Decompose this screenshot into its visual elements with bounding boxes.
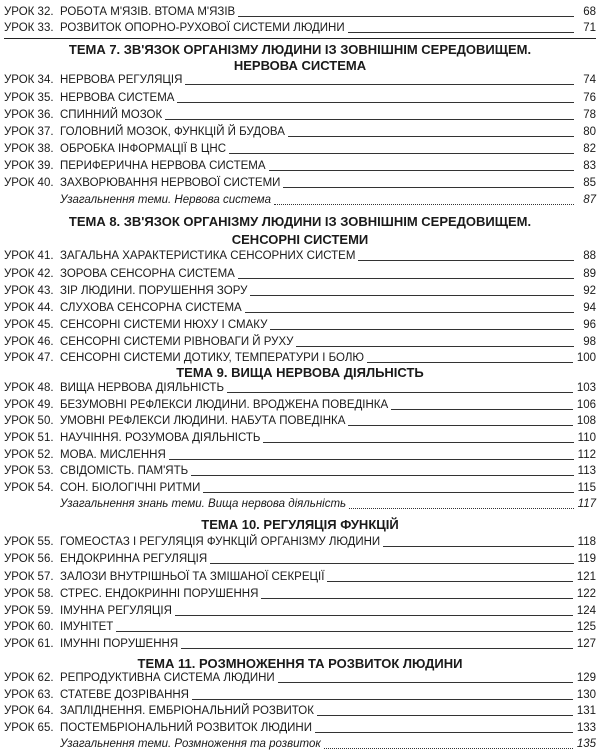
dot-leader: [348, 32, 574, 33]
lesson-entry[interactable]: [4, 551, 596, 567]
lesson-number: УРОК 35.: [4, 92, 54, 104]
page-number: 110: [577, 432, 596, 444]
lesson-title: ІМУННА РЕГУЛЯЦІЯ: [60, 605, 172, 617]
lesson-number: УРОК 49.: [4, 399, 54, 411]
lesson-title: ОБРОБКА ІНФОРМАЦІЇ В ЦНС: [60, 143, 227, 155]
lesson-title: СЕНСОРНІ СИСТЕМИ ДОТИКУ, ТЕМПЕРАТУРИ І БОЛЮ: [60, 352, 365, 364]
dot-leader: [181, 648, 573, 649]
lesson-title: НЕРВОВА РЕГУЛЯЦІЯ: [60, 74, 183, 86]
dot-leader: [317, 715, 573, 716]
lesson-number: УРОК 62.: [4, 672, 54, 684]
dot-leader: [278, 682, 573, 683]
page-number: 106: [576, 399, 596, 411]
lesson-entry[interactable]: [4, 266, 596, 282]
page-number: 103: [576, 382, 596, 394]
lesson-entry[interactable]: [4, 586, 596, 602]
lesson-entry[interactable]: [4, 447, 596, 463]
dot-leader: [263, 442, 573, 443]
lesson-entry[interactable]: [4, 430, 596, 446]
dot-leader: [324, 748, 573, 749]
lesson-number: УРОК 41.: [4, 250, 54, 262]
page-number: 130: [576, 689, 596, 701]
lesson-title: ЕНДОКРИННА РЕГУЛЯЦІЯ: [60, 553, 208, 565]
dot-leader: [165, 119, 574, 120]
page-number: 88: [583, 250, 596, 262]
summary-title: Узагальнення знань теми. Вища нервова діяльність: [60, 498, 347, 510]
lesson-title: СЕНСОРНІ СИСТЕМИ НЮХУ І СМАКУ: [60, 319, 268, 331]
lesson-title: РОЗВИТОК ОПОРНО-РУХОВОЇ СИСТЕМИ ЛЮДИНИ: [60, 22, 345, 34]
dot-leader: [203, 492, 573, 493]
topic-summary-entry[interactable]: [4, 736, 596, 752]
dot-leader: [288, 136, 574, 137]
lesson-title: РОБОТА М'ЯЗІВ. ВТОМА М'ЯЗІВ: [60, 6, 236, 18]
lesson-entry[interactable]: [4, 334, 596, 350]
lesson-title: НАУЧІННЯ. РОЗУМОВА ДІЯЛЬНІСТЬ: [60, 432, 261, 444]
lesson-entry[interactable]: [4, 703, 596, 719]
page-number: 108: [576, 415, 596, 427]
dot-leader: [238, 16, 574, 17]
lesson-entry[interactable]: [4, 569, 596, 585]
lesson-title: ГОЛОВНИЙ МОЗОК, ФУНКЦІЙ Й БУДОВА: [60, 126, 285, 138]
lesson-number: УРОК 38.: [4, 143, 54, 155]
topic-heading: НЕРВОВА СИСТЕМА: [233, 58, 367, 73]
lesson-number: УРОК 59.: [4, 605, 54, 617]
lesson-title: СВІДОМІСТЬ. ПАМ'ЯТЬ: [60, 465, 189, 477]
dot-leader: [116, 631, 573, 632]
lesson-number: УРОК 58.: [4, 588, 54, 600]
page-number: 96: [583, 319, 596, 331]
lesson-entry[interactable]: [4, 248, 596, 264]
dot-leader: [177, 102, 574, 103]
lesson-title: ПОСТЕМБРІОНАЛЬНИЙ РОЗВИТОК ЛЮДИНИ: [60, 722, 312, 734]
lesson-number: УРОК 53.: [4, 465, 54, 477]
lesson-entry[interactable]: [4, 636, 596, 652]
lesson-entry[interactable]: [4, 463, 596, 479]
page-number: 129: [576, 672, 596, 684]
lesson-title: СТАТЕВЕ ДОЗРІВАННЯ: [60, 689, 189, 701]
lesson-entry[interactable]: [4, 720, 596, 736]
lesson-number: УРОК 40.: [4, 177, 54, 189]
page-number: 113: [577, 465, 596, 477]
page-number: 124: [576, 605, 596, 617]
lesson-number: УРОК 36.: [4, 109, 54, 121]
page-number: 89: [583, 268, 596, 280]
lesson-number: УРОК 46.: [4, 336, 54, 348]
dot-leader: [175, 615, 573, 616]
dot-leader: [192, 699, 573, 700]
lesson-number: УРОК 45.: [4, 319, 54, 331]
lesson-number: УРОК 63.: [4, 689, 54, 701]
section-divider: [4, 38, 596, 39]
topic-heading: ТЕМА 8. ЗВ'ЯЗОК ОРГАНІЗМУ ЛЮДИНИ ІЗ ЗОВНІШНІМ СЕРЕДОВИЩЕМ.: [68, 214, 532, 229]
lesson-title: ЗАЛОЗИ ВНУТРІШНЬОЇ ТА ЗМІШАНОЇ СЕКРЕЦІЇ: [60, 571, 325, 583]
topic-heading: СЕНСОРНІ СИСТЕМИ: [231, 232, 369, 247]
lesson-entry[interactable]: [4, 124, 596, 140]
topic-heading: ТЕМА 10. РЕГУЛЯЦІЯ ФУНКЦІЙ: [201, 517, 399, 532]
lesson-entry[interactable]: [4, 603, 596, 619]
lesson-title: РЕПРОДУКТИВНА СИСТЕМА ЛЮДИНИ: [60, 672, 275, 684]
lesson-number: УРОК 47.: [4, 352, 54, 364]
lesson-entry[interactable]: [4, 107, 596, 123]
lesson-entry[interactable]: [4, 619, 596, 635]
page-number: 112: [577, 449, 596, 461]
lesson-entry[interactable]: [4, 20, 596, 36]
page-number: 82: [583, 143, 596, 155]
page-number: 117: [577, 498, 596, 510]
lesson-title: ЗІР ЛЮДИНИ. ПОРУШЕННЯ ЗОРУ: [60, 285, 248, 297]
dot-leader: [296, 346, 574, 347]
lesson-entry[interactable]: [4, 141, 596, 157]
lesson-title: ІМУННІ ПОРУШЕННЯ: [60, 638, 179, 650]
lesson-entry[interactable]: [4, 317, 596, 333]
page-number: 85: [583, 177, 596, 189]
lesson-entry[interactable]: [4, 90, 596, 106]
page-number: 135: [576, 738, 596, 750]
lesson-number: УРОК 61.: [4, 638, 54, 650]
page-number: 87: [583, 194, 596, 206]
lesson-number: УРОК 43.: [4, 285, 54, 297]
lesson-number: УРОК 55.: [4, 536, 54, 548]
page-number: 78: [583, 109, 596, 121]
topic-summary-entry[interactable]: [4, 496, 596, 512]
page-number: 121: [576, 571, 596, 583]
lesson-number: УРОК 33.: [4, 22, 54, 34]
dot-leader: [191, 475, 574, 476]
page-number: 76: [583, 92, 596, 104]
dot-leader: [283, 187, 574, 188]
dot-leader: [169, 459, 574, 460]
topic-heading: ТЕМА 7. ЗВ'ЯЗОК ОРГАНІЗМУ ЛЮДИНИ ІЗ ЗОВНІШНІМ СЕРЕДОВИЩЕМ.: [68, 42, 532, 57]
lesson-title: ВИЩА НЕРВОВА ДІЯЛЬНІСТЬ: [60, 382, 224, 394]
lesson-number: УРОК 44.: [4, 302, 54, 314]
page-number: 80: [583, 126, 596, 138]
lesson-number: УРОК 37.: [4, 126, 54, 138]
page-number: 122: [576, 588, 596, 600]
lesson-number: УРОК 51.: [4, 432, 54, 444]
page-number: 83: [583, 160, 596, 172]
page-number: 118: [577, 536, 596, 548]
dot-leader: [327, 581, 572, 582]
lesson-title: СТРЕС. ЕНДОКРИННІ ПОРУШЕННЯ: [60, 588, 259, 600]
lesson-title: СПИННИЙ МОЗОК: [60, 109, 163, 121]
lesson-title: ЗАГАЛЬНА ХАРАКТЕРИСТИКА СЕНСОРНИХ СИСТЕМ: [60, 250, 356, 262]
lesson-title: ІМУНІТЕТ: [60, 621, 114, 633]
dot-leader: [391, 409, 573, 410]
page-number: 119: [577, 553, 596, 565]
dot-leader: [210, 563, 573, 564]
summary-title: Узагальнення теми. Нервова система: [60, 194, 272, 206]
lesson-number: УРОК 52.: [4, 449, 54, 461]
dot-leader: [349, 508, 574, 509]
lesson-number: УРОК 50.: [4, 415, 54, 427]
page-number: 92: [583, 285, 596, 297]
page-number: 68: [583, 6, 596, 18]
lesson-number: УРОК 65.: [4, 722, 54, 734]
lesson-title: ГОМЕОСТАЗ І РЕГУЛЯЦІЯ ФУНКЦІЙ ОРГАНІЗМУ ЛЮДИНИ: [60, 536, 381, 548]
lesson-title: БЕЗУМОВНІ РЕФЛЕКСИ ЛЮДИНИ. ВРОДЖЕНА ПОВЕДІНКА: [60, 399, 389, 411]
page-number: 98: [583, 336, 596, 348]
lesson-entry[interactable]: [4, 480, 596, 496]
lesson-entry[interactable]: [4, 687, 596, 703]
topic-heading: ТЕМА 9. ВИЩА НЕРВОВА ДІЯЛЬНІСТЬ: [176, 365, 424, 380]
dot-leader: [238, 278, 574, 279]
topic-heading: ТЕМА 11. РОЗМНОЖЕННЯ ТА РОЗВИТОК ЛЮДИНИ: [137, 656, 463, 671]
dot-leader: [227, 392, 573, 393]
lesson-number: УРОК 54.: [4, 482, 54, 494]
page-number: 71: [583, 22, 596, 34]
dot-leader: [269, 170, 574, 171]
dot-leader: [245, 312, 574, 313]
lesson-entry[interactable]: [4, 534, 596, 550]
lesson-title: ЗАПЛІДНЕННЯ. ЕМБРІОНАЛЬНИЙ РОЗВИТОК: [60, 705, 314, 717]
lesson-entry[interactable]: [4, 397, 596, 413]
lesson-title: УМОВНІ РЕФЛЕКСИ ЛЮДИНИ. НАБУТА ПОВЕДІНКА: [60, 415, 346, 427]
page-number: 127: [576, 638, 596, 650]
dot-leader: [185, 84, 574, 85]
page-number: 125: [576, 621, 596, 633]
lesson-number: УРОК 56.: [4, 553, 54, 565]
lesson-entry[interactable]: [4, 380, 596, 396]
lesson-entry[interactable]: [4, 158, 596, 174]
lesson-title: СЕНСОРНІ СИСТЕМИ РІВНОВАГИ Й РУХУ: [60, 336, 294, 348]
dot-leader: [383, 546, 573, 547]
dot-leader: [274, 204, 574, 205]
lesson-number: УРОК 57.: [4, 571, 54, 583]
lesson-number: УРОК 42.: [4, 268, 54, 280]
dot-leader: [315, 732, 573, 733]
lesson-number: УРОК 48.: [4, 382, 54, 394]
dot-leader: [348, 425, 572, 426]
lesson-entry[interactable]: [4, 670, 596, 686]
dot-leader: [261, 598, 572, 599]
lesson-title: ЗАХВОРЮВАННЯ НЕРВОВОЇ СИСТЕМИ: [60, 177, 281, 189]
lesson-number: УРОК 39.: [4, 160, 54, 172]
lesson-entry[interactable]: [4, 72, 596, 88]
page-number: 74: [583, 74, 596, 86]
topic-summary-entry[interactable]: [4, 192, 596, 208]
lesson-title: СЛУХОВА СЕНСОРНА СИСТЕМА: [60, 302, 242, 314]
lesson-title: ЗОРОВА СЕНСОРНА СИСТЕМА: [60, 268, 235, 280]
lesson-title: СОН. БІОЛОГІЧНІ РИТМИ: [60, 482, 201, 494]
dot-leader: [229, 153, 574, 154]
lesson-title: МОВА. МИСЛЕННЯ: [60, 449, 166, 461]
summary-title: Узагальнення теми. Розмноження та розвиток: [60, 738, 321, 750]
page-number: 131: [576, 705, 596, 717]
page-number: 94: [583, 302, 596, 314]
page-number: 133: [576, 722, 596, 734]
lesson-title: НЕРВОВА СИСТЕМА: [60, 92, 175, 104]
lesson-entry[interactable]: [4, 300, 596, 316]
lesson-entry[interactable]: [4, 4, 596, 20]
page-number: 115: [577, 482, 596, 494]
lesson-number: УРОК 60.: [4, 621, 54, 633]
dot-leader: [358, 260, 574, 261]
lesson-entry[interactable]: [4, 283, 596, 299]
lesson-entry[interactable]: [4, 413, 596, 429]
dot-leader: [270, 329, 574, 330]
dot-leader: [250, 295, 574, 296]
lesson-entry[interactable]: [4, 175, 596, 191]
lesson-number: УРОК 34.: [4, 74, 54, 86]
page-number: 100: [576, 352, 596, 364]
lesson-number: УРОК 64.: [4, 705, 54, 717]
dot-leader: [367, 362, 573, 363]
lesson-number: УРОК 32.: [4, 6, 54, 18]
lesson-title: ПЕРИФЕРИЧНА НЕРВОВА СИСТЕМА: [60, 160, 266, 172]
